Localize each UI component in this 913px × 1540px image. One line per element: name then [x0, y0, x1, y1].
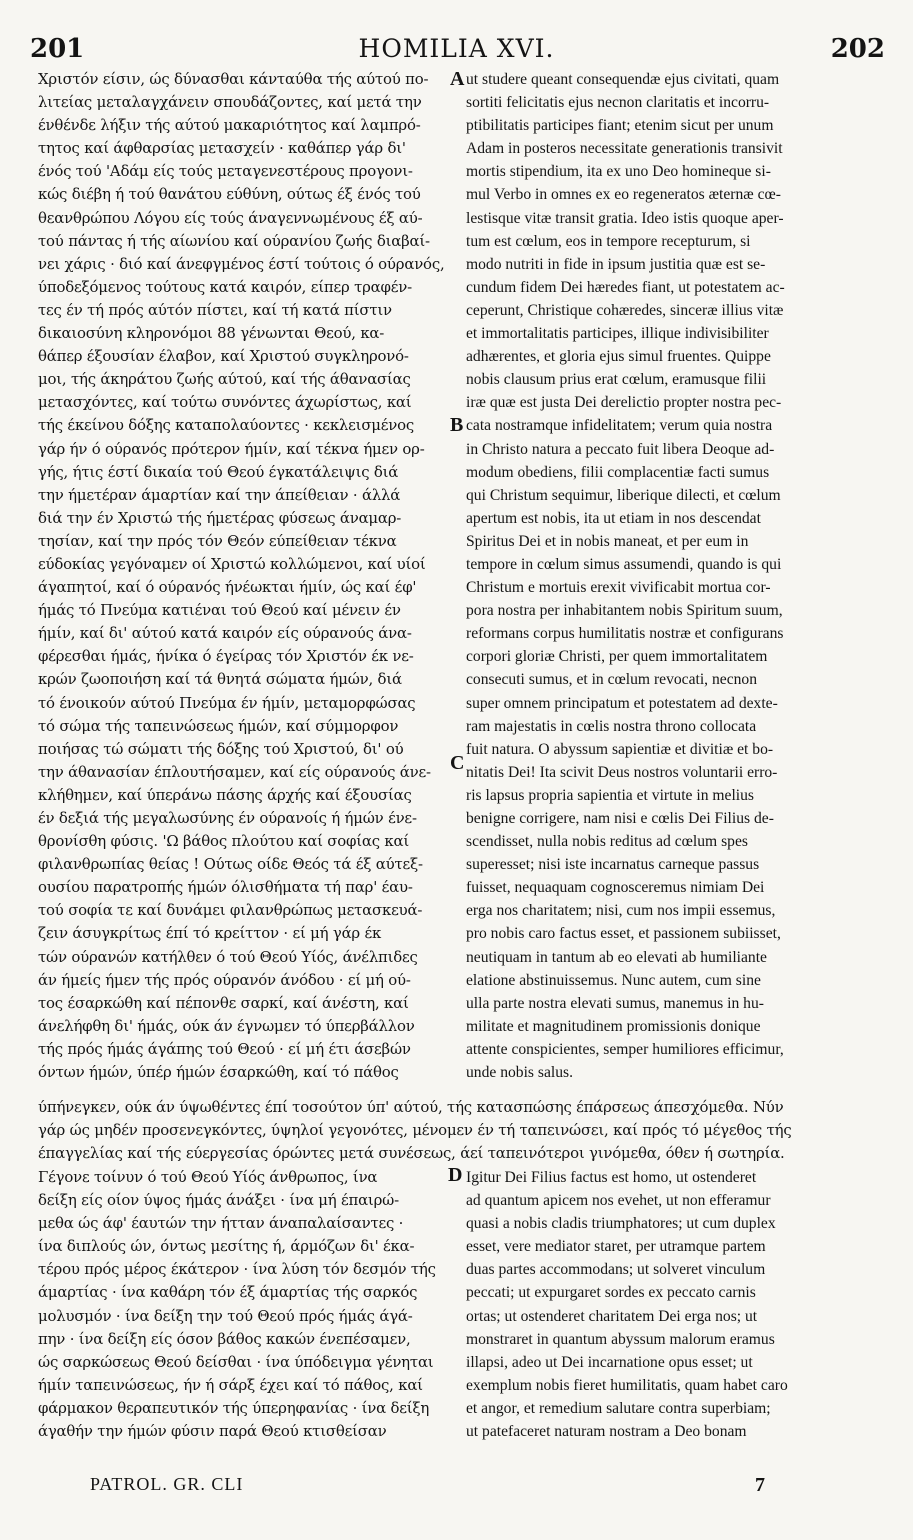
- latin-text-line: reformans corpus humilitatis nostræ et configurans: [466, 625, 784, 643]
- greek-text-line: φιλανθρωπίας θείας ! Ούτως οίδε Θεός τά έξ αύτεξ-: [38, 855, 423, 874]
- greek-text-line: πην · ίνα δείξη είς όσον βάθος κακών ένεπέσαμεν,: [38, 1329, 411, 1348]
- latin-text-line: quasi a nobis cladis triumphatores; ut cum duplex: [466, 1215, 776, 1233]
- latin-text-line: in Christo natura a peccato fuit libera Deoque ad-: [466, 440, 775, 458]
- greek-text-line: θεανθρώπου Λόγου είς τούς άναγεννωμένους έξ αύ-: [38, 208, 423, 227]
- greek-text-line: τού πάντας ή τής αίωνίου καί ούρανίου ζωής διαβαί-: [38, 231, 430, 250]
- latin-text-line: et angor, et remedium salutare contra superbiam;: [466, 1399, 771, 1417]
- greek-text-line: άνελήφθη δι' ήμάς, ούκ άν έγνωμεν τό ύπερβάλλον: [38, 1016, 415, 1035]
- page-number-left: 201: [30, 34, 85, 64]
- latin-text-line: unde nobis salus.: [466, 1064, 573, 1082]
- latin-text-line: sortiti felicitatis ejus necnon claritatis et incorru-: [466, 94, 770, 112]
- greek-text-line: έπαγγελίας καί τής εύεργεσίας όρώντες μετά συνέσεως, άεί ταπεινότεροι γινόμεθα, όθεν ή σωτηρία.: [38, 1144, 785, 1163]
- greek-text-line: ζειν άσυγκρίτως έπί τό κρείττον · εί μή γάρ έκ: [38, 924, 382, 943]
- greek-text-line: κώς διέβη ή τού θανάτου εύθύνη, ούτως έξ ένός τού: [38, 185, 421, 204]
- greek-text-line: έν δεξιά τής μεγαλωσύνης έν ούρανοίς ή ήμών ένε-: [38, 809, 417, 827]
- greek-text-line: θάπερ έξουσίαν έλαβον, καί Χριστού συγκληρονό-: [38, 347, 409, 366]
- section-marker-b: B: [450, 414, 464, 436]
- greek-text-line: γάρ ώς μηδέν προσενεγκόντες, ύψηλοί γεγονότες, μένομεν έν τή ταπεινώσει, καί πρός τό μέγεθος τής: [38, 1121, 792, 1140]
- greek-text-line: θρονίσθη φύσις. 'Ω βάθος πλούτου καί σοφίας καί: [38, 832, 409, 851]
- greek-text-line: τό σώμα τής ταπεινώσεως ήμών, καί σύμμορφον: [38, 716, 399, 735]
- greek-text-line: τό ένοικούν αύτού Πνεύμα έν ήμίν, μεταμορφώσας: [38, 693, 416, 712]
- greek-text-line: άν ήμείς ήμεν τής πρός ούρανόν άνόδου · εί μή ού-: [38, 970, 411, 989]
- greek-text-line: φέρεσθαι ήμάς, ήνίκα ό έγείρας τόν Χριστόν έκ νε-: [38, 647, 414, 666]
- latin-text-line: Adam in posteros necessitate generationis transivit: [466, 140, 783, 158]
- greek-text-line: ένός τού 'Αδάμ είς τούς μεταγενεστέρους προγονι-: [38, 162, 413, 181]
- greek-text-line: ουσίου παρατροπής ήμών όλισθήματα τή παρ' έαυ-: [38, 878, 413, 897]
- greek-text-line: κρών ζωοποιήση καί τά θνητά σώματα ήμών, διά: [38, 670, 402, 689]
- latin-text-line: modum obediens, filii complacentiæ facti sumus: [466, 463, 770, 481]
- latin-text-line: Christum e mortuis erexit vivificabit mortua cor-: [466, 579, 771, 597]
- footer-series-label: PATROL. GR. CLI: [90, 1474, 244, 1494]
- greek-text-line: διά την έν Χριστώ τής ήμετέρας φύσεως άναμαρ-: [38, 508, 402, 527]
- greek-text-line: ένθένδε λήξιν τής αύτού μακαριότητος καί λαμπρό-: [38, 116, 421, 135]
- greek-column-lower: [38, 1166, 448, 1443]
- footer-signature-number: 7: [755, 1474, 766, 1496]
- greek-full-width-block: [38, 1096, 880, 1165]
- greek-text-line: ήμάς τό Πνεύμα κατιέναι τού Θεού καί μένειν έν: [38, 601, 401, 620]
- greek-column-upper: [38, 68, 448, 1084]
- greek-text-line: μετασχόντες, καί τούτω συνόντες άχωρίστως, καί: [38, 393, 412, 412]
- greek-text-line: ίνα διπλούς ών, όντως μεσίτης ή, άρμόζων δι' έκα-: [38, 1237, 415, 1256]
- greek-text-line: Γέγονε τοίνυν ό τού Θεού Υίός άνθρωπος, ίνα: [38, 1168, 378, 1186]
- latin-column-lower: [466, 1166, 882, 1443]
- latin-text-line: super omnem principatum et potestatem ad dexte-: [466, 694, 778, 712]
- latin-text-line: tum est cœlum, eos in tempore recepturum, si: [466, 232, 751, 250]
- latin-text-line: scendisset, nulla nobis reditus ad cœlum spes: [466, 833, 748, 851]
- greek-text-line: λιτείας μεταλαγχάνειν σπουδάζοντες, καί μετά την: [38, 93, 422, 112]
- greek-text-line: τής έκείνου δόξης καταπολαύοντες · κεκλεισμένος: [38, 416, 415, 435]
- greek-text-line: τών ούρανών κατήλθεν ό τού Θεού Υίός, άνέλπιδες: [38, 947, 418, 966]
- greek-text-line: μολυσμόν · ίνα δείξη την τού Θεού πρός ήμάς άγά-: [38, 1306, 413, 1325]
- latin-text-line: neutiquam in tantum ab eo elevati ab humiliante: [466, 948, 767, 966]
- greek-text-line: τού σοφία τε καί δυνάμει φιλανθρώπως μετασκευά-: [38, 901, 423, 920]
- latin-text-line: apertum est nobis, ita ut etiam in nos descendat: [466, 509, 761, 527]
- latin-text-line: ris lapsus propria sapientia et virtute in melius: [466, 786, 754, 804]
- latin-text-line: ceperunt, Christique cohæredes, sinceræ illius vitæ: [466, 301, 784, 319]
- greek-text-line: γάρ ήν ό ούρανός πρότερον ήμίν, καί τέκνα ήμεν ορ-: [38, 439, 425, 458]
- greek-text-line: άμαρτίας · ίνα καθάρη τόν έξ άμαρτίας τής σαρκός: [38, 1283, 418, 1302]
- latin-text-line: ram majestatis in cœlis nostra throno collocata: [466, 717, 757, 735]
- greek-text-line: ώς σαρκώσεως Θεού δείσθαι · ίνα ύπόδειγμα γένηται: [38, 1352, 434, 1371]
- greek-text-line: δείξη είς οίον ύψος ήμάς άνάξει · ίνα μή έπαιρώ-: [38, 1191, 399, 1210]
- latin-text-line: ad quantum apicem nos evehet, ut non efferamur: [466, 1192, 771, 1210]
- latin-text-line: exemplum nobis fieret humilitatis, quam habet caro: [466, 1376, 788, 1394]
- latin-text-line: tempore in cœlum simus assumendi, quando is qui: [466, 555, 782, 573]
- latin-text-line: illapsi, adeo ut Dei incarnatione opus esset; ut: [466, 1353, 753, 1371]
- greek-text-line: τες έν τή πρός αύτόν πίστει, καί τή κατά πίστιν: [38, 300, 392, 319]
- latin-text-line: benigne corrigere, nam nisi e cœlis Dei Filius de-: [466, 810, 774, 827]
- greek-text-line: κλήθημεν, καί ύπεράνω πάσης άρχής καί έξουσίας: [38, 785, 412, 804]
- greek-text-line: ήμίν, καί δι' αύτού κατά καιρόν είς ούρανούς άνα-: [38, 624, 412, 643]
- greek-text-line: φάρμακον θεραπευτικόν τής ύπερηφανίας · ίνα δείξη: [38, 1398, 430, 1417]
- greek-text-line: γής, ήτις έστί δικαία τού Θεού έγκατάλειψις διά: [38, 462, 399, 481]
- greek-text-line: μεθα ώς άφ' έαυτών την ήτταν άναπαλαίσαντες ·: [38, 1214, 404, 1233]
- section-marker-a: A: [450, 68, 465, 90]
- greek-text-line: δικαιοσύνη κληρονόμοι 88 γένωνται Θεού, κα-: [38, 324, 385, 343]
- greek-text-line: την άθανασίαν έπλουτήσαμεν, καί είς ούρανούς άνε-: [38, 762, 431, 781]
- latin-text-line: elatione abstinuissemus. Nunc autem, cum sine: [466, 971, 761, 989]
- latin-text-line: lestisque vitæ transit gratia. Ideo istis quoque aper-: [466, 209, 784, 227]
- latin-text-line: ptibilitatis participes fiant; etenim sicut per unum: [466, 117, 774, 135]
- greek-text-line: νει χάρις · διό καί άνεφγμένος έστί τούτοις ό ούρανός,: [38, 254, 445, 273]
- latin-text-line: duas partes accommodans; ut solveret vinculum: [466, 1261, 766, 1279]
- greek-text-line: τησίαν, καί την πρός τόν Θεόν εύπείθειαν τέκνα: [38, 531, 397, 550]
- latin-text-line: superesset; nisi iste incarnatus carneque passus: [466, 856, 760, 874]
- latin-text-line: esset, vere mediator staret, per utramque partem: [466, 1238, 766, 1256]
- latin-text-line: cata nostramque infidelitatem; verum quia nostra: [466, 417, 773, 435]
- greek-text-line: τος έσαρκώθη καί πέπονθε σαρκί, καί άνέστη, καί: [38, 993, 409, 1012]
- latin-text-line: ut studere queant consequendæ ejus civitati, quam: [466, 71, 780, 88]
- latin-text-line: modo nutriti in fide in ipsum justitia quæ est se-: [466, 255, 766, 273]
- latin-text-line: corpori gloriæ Christi, per quem immortalitatem: [466, 648, 768, 666]
- latin-text-line: Spiritus Dei et in nobis maneat, et per eum in: [466, 532, 749, 550]
- latin-text-line: ut patefaceret naturam nostram a Deo bonam: [466, 1423, 747, 1441]
- section-marker-c: C: [450, 752, 465, 774]
- greek-text-line: την ήμετέραν άμαρτίαν καί την άπείθειαν · άλλά: [38, 485, 401, 504]
- greek-text-line: ύποδεξόμενος τούτους κατά καιρόν, είπερ τραφέν-: [38, 277, 412, 296]
- latin-text-line: attente conspicientes, semper humiliores efficimur,: [466, 1040, 784, 1058]
- latin-text-line: pro nobis caro factus esset, et passionem subiisset,: [466, 925, 781, 943]
- latin-text-line: peccati; ut expurgaret sordes ex peccato carnis: [466, 1284, 756, 1302]
- latin-text-line: nobis clausum prius erat cœlum, eramusque filii: [466, 371, 767, 389]
- latin-text-line: ortas; ut ostenderet charitatem Dei erga nos; ut: [466, 1307, 758, 1325]
- latin-text-line: erga nos charitatem; nisi, cum nos impii essemus,: [466, 902, 776, 920]
- latin-text-line: iræ quæ est justa Dei derelictio propter nostra pec-: [466, 394, 782, 412]
- greek-text-line: τής πρός ήμάς άγάπης τού Θεού · εί μή έτι άσεβών: [38, 1039, 411, 1058]
- greek-text-line: ύπήνεγκεν, ούκ άν ύψωθέντες έπί τοσούτον ύπ' αύτού, τής κατασπώσης έπάρσεως άπεσχόμεθα. Νύν: [38, 1098, 784, 1116]
- latin-text-line: ulla parte nostra elevati sumus, manemus in hu-: [466, 994, 764, 1012]
- greek-text-line: τέρου πρός μέρος έκάτερον · ίνα λύση τόν δεσμόν τής: [38, 1260, 436, 1279]
- section-marker-d: D: [448, 1164, 463, 1186]
- latin-text-line: monstraret in quantum abyssum malorum eramus: [466, 1330, 775, 1348]
- greek-text-line: Χριστόν είσιν, ώς δύνασθαι κάνταύθα τής αύτού πο-: [38, 70, 429, 88]
- greek-text-line: ήμίν ταπεινώσεως, ήν ή σάρξ έχει καί τό πάθος, καί: [38, 1375, 423, 1394]
- latin-text-line: Igitur Dei Filius factus est homo, ut ostenderet: [466, 1169, 757, 1186]
- latin-text-line: fuit natura. O abyssum sapientiæ et divitiæ et bo-: [466, 740, 774, 758]
- latin-text-line: et immortalitatis participes, illique indivisibiliter: [466, 325, 769, 343]
- latin-text-line: fuisset, nequaquam cognosceremus nimiam Dei: [466, 879, 765, 897]
- greek-text-line: όντων ήμών, ύπέρ ήμών έσαρκώθη, καί τό πάθος: [38, 1063, 399, 1082]
- latin-text-line: pora nostra per inhabitantem nobis Spiritum suum,: [466, 602, 783, 620]
- latin-text-line: adhærentes, et gloria ejus simul fruentes. Quippe: [466, 348, 771, 366]
- running-title: HOMILIA XVI.: [358, 34, 555, 63]
- greek-text-line: εύδοκίας γεγόναμεν οί Χριστώ κολλώμενοι, καί υίοί: [38, 554, 426, 573]
- latin-text-line: qui Christum sequimur, liberique dilecti, et cœlum: [466, 486, 781, 504]
- greek-text-line: άγαθήν την ήμών φύσιν παρά Θεού κτισθείσαν: [38, 1422, 387, 1441]
- latin-text-line: nitatis Dei! Ita scivit Deus nostros voluntarii erro-: [466, 763, 778, 781]
- greek-text-line: ποιήσας τώ σώματι τής δόξης τού Χριστού, δι' ού: [38, 739, 404, 758]
- latin-text-line: consecuti sumus, et in cœlum revocati, necnon: [466, 671, 758, 689]
- latin-text-line: mortis stipendium, ita ex uno Deo homineque si-: [466, 163, 771, 181]
- latin-text-line: militate et magnitudinem promissionis donique: [466, 1017, 761, 1035]
- latin-text-line: mul Verbo in omnes ex eo regeneratos æternæ cœ-: [466, 186, 781, 204]
- greek-text-line: τητος καί άφθαρσίας μετασχείν · καθάπερ γάρ δι': [38, 139, 406, 158]
- greek-text-line: άγαπητοί, καί ό ούρανός ήνέωκται ήμίν, ώς καί έφ': [38, 578, 417, 597]
- latin-column-upper: [466, 68, 882, 1084]
- greek-text-line: μοι, τής άκηράτου ζωής αύτού, καί τής άθανασίας: [38, 370, 411, 389]
- latin-text-line: cundum fidem Dei hæredes fiant, ut potestatem ac-: [466, 278, 785, 296]
- page-number-right: 202: [830, 34, 885, 64]
